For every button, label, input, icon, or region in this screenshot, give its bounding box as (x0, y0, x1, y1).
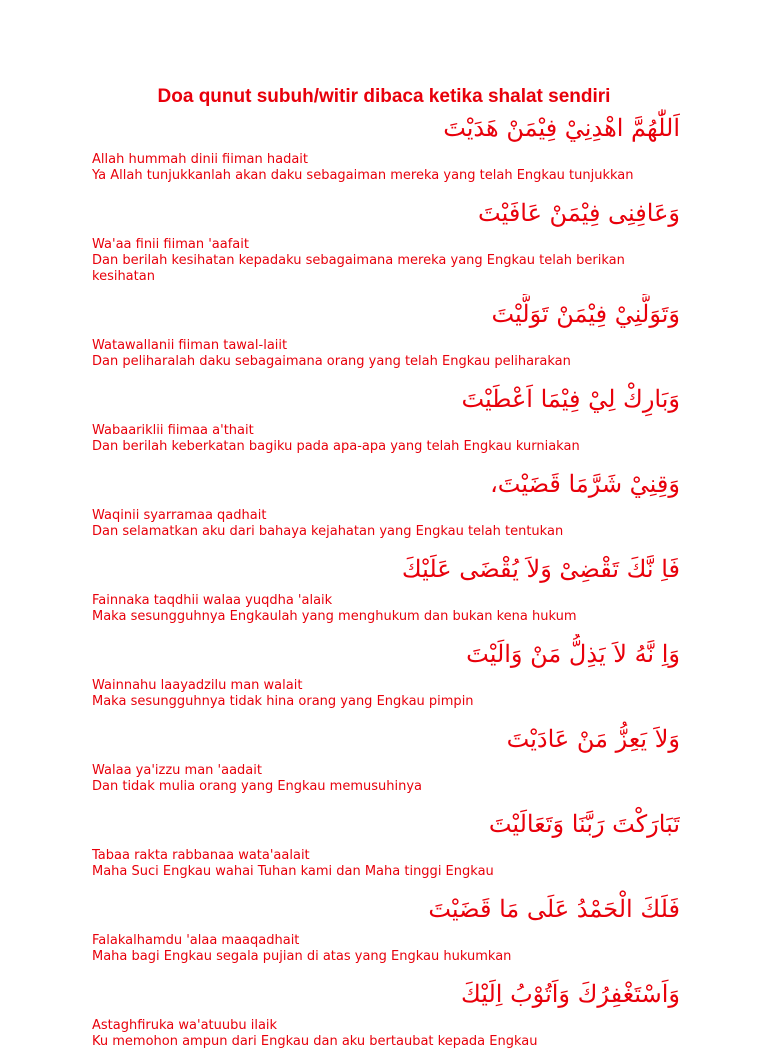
verse-11 (92, 974, 680, 1050)
translation: Dan berilah keberkatan bagiku pada apa-apa yang telah Engkau kurniakan (92, 439, 580, 454)
arabic-text: وَلاَ يَعِزُّ مَنْ عَادَيْتَ (506, 725, 680, 753)
arabic-text: فَلَكَ الْحَمْدُ عَلَى مَا قَضَيْتَ (428, 895, 680, 923)
translation: Maka sesungguhnya tidak hina orang yang Engkau pimpin (92, 694, 474, 709)
document-title: Doa qunut subuh/witir dibaca ketika shalat sendiri (157, 86, 611, 107)
translation: Dan selamatkan aku dari bahaya kejahatan yang Engkau telah tentukan (92, 524, 564, 539)
translation: Dan peliharalah daku sebagaimana orang yang telah Engkau peliharakan (92, 354, 571, 369)
translation: Dan berilah kesihatan kepadaku sebagaimana mereka yang Engkau telah berikan kesihatan (92, 253, 625, 284)
translation: Dan tidak mulia orang yang Engkau memusuhinya (92, 779, 423, 794)
arabic-text: وَتَوَلَّنِيْ فِيْمَنْ تَوَلَّيْتَ (491, 300, 680, 328)
arabic-text: اَللّٰهُمَّ اهْدِنِيْ فِيْمَنْ هَدَيْتَ (443, 114, 680, 142)
verse-4 (92, 379, 680, 464)
verse-6 (92, 549, 680, 634)
verse-8 (92, 719, 680, 804)
verse-1 (92, 108, 680, 193)
transliteration: Fainnaka taqdhii walaa yuqdha 'alaik (92, 593, 333, 608)
verse-5 (92, 464, 680, 549)
verse-9 (92, 804, 680, 889)
transliteration: Watawallanii fiiman tawal-laiit (92, 338, 288, 353)
transliteration: Wainnahu laayadzilu man walait (92, 678, 303, 693)
translation: Maka sesungguhnya Engkaulah yang menghukum dan bukan kena hukum (92, 609, 577, 624)
translation: Ku memohon ampun dari Engkau dan aku bertaubat kepada Engkau (92, 1034, 538, 1049)
transliteration: Walaa ya'izzu man 'aadait (92, 763, 262, 778)
arabic-text: وَبَارِكْ لِيْ فِيْمَا اَعْطَيْتَ (461, 385, 680, 413)
transliteration: Allah hummah dinii fiiman hadait (92, 152, 308, 167)
arabic-text: وَاِ نَّهُ لاَ يَذِلُّ مَنْ وَالَيْتَ (466, 640, 680, 668)
verse-10 (92, 889, 680, 974)
translation: Maha bagi Engkau segala pujian di atas yang Engkau hukumkan (92, 949, 512, 964)
arabic-text: وَعَافِنِى فِيْمَنْ عَافَيْتَ (478, 199, 680, 227)
transliteration: Wa'aa finii fiiman 'aafait (92, 237, 249, 252)
arabic-text: وَقِنِيْ شَرَّمَا قَضَيْتَ، (490, 470, 680, 498)
transliteration: Astaghfiruka wa'atuubu ilaik (92, 1018, 278, 1033)
transliteration: Falakalhamdu 'alaa maaqadhait (92, 933, 300, 948)
verse-3 (92, 294, 680, 379)
transliteration: Tabaa rakta rabbanaa wata'aalait (92, 848, 310, 863)
transliteration: Waqinii syarramaa qadhait (92, 508, 267, 523)
arabic-text: وَاَسْتَغْفِرُكَ وَاَتُوْبُ اِلَيْكَ (461, 980, 680, 1008)
verse-7 (92, 634, 680, 719)
verse-list (92, 108, 680, 1050)
transliteration: Wabaariklii fiimaa a'thait (92, 423, 254, 438)
translation: Maha Suci Engkau wahai Tuhan kami dan Maha tinggi Engkau (92, 864, 494, 879)
arabic-text: فَاِ نَّكَ تَقْضِىْ وَلاَ يُقْضَى عَلَيْكَ (401, 555, 680, 583)
verse-2 (92, 193, 680, 294)
translation: Ya Allah tunjukkanlah akan daku sebagaiman mereka yang telah Engkau tunjukkan (92, 168, 634, 183)
arabic-text: تَبَارَكْتَ رَبَّنَا وَتَعَالَيْتَ (488, 810, 680, 838)
